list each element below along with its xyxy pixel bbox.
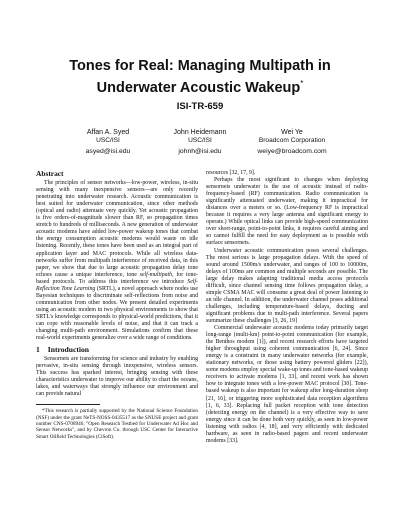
abstract-text-1: The principles of sensor networks—low-power, wireless, in-situ sensing with many inexpensive sensors—are only recently penetrating into underwater research. Acoustic communication is best suited for underwater communication, since other methods (optical and radio) attenuate very quickly. Yet acoustic propagation is five orders-of-magnitude slower than RF, so propagation times stretch to hundreds of milliseconds. A new generation of underwater acoustic modems have added low-power wakeup tones that combat the energy consumption acoustic modems would waste on idle listening. Recently, these tones have been used as an integral part of application layer and MAC protocols. While all wireless data-networks suffer from multipath interference of received data, in this paper, we show that due to large acoustic propagation delay tone echoes cause a unique interference, tone: [36, 180, 198, 278]
intro-paragraph: Sensornets are transforming for science and industry by enabling pervasive, in-situ sensing through inexpensive, wireless sensors. This success has sparked interest, bringing sensing with these characteristics underwater to improve our ability to chart the oceans, lakes, and waterways that strongly influence our environment and can provide natural: [36, 356, 198, 398]
section-title: Introduction: [47, 345, 90, 355]
author-name: Wei Ye: [281, 129, 303, 136]
abstract-heading: Abstract: [36, 169, 64, 178]
abstract-term-self-multipath: self-multipath: [139, 271, 173, 278]
paper-title-text-2: Underwater Acoustic Wakeup: [96, 79, 301, 96]
author-name: John Heidemann: [173, 129, 227, 136]
author-email: asyed@isi.edu: [85, 148, 131, 156]
report-number: ISI-TR-659: [176, 101, 224, 112]
body-paragraph: Commercial underwater acoustic modems today primarily target long-range (multi-km) point-to-point communication (for example, the Benthos modem [1]), and recent research efforts have targeted higher throughput using coherent communication [6, 24]. Since energy is a constraint in many underwater networks (for example, stationary networks, or those using battery powered gliders [22]), some modems employ special wake-up tones and tone-based wakeup receivers to activate modems [1, 33], and recent work has shown how to integrate tones with a low-power MAC protocol [30]. Tone-based wakeup is also important for wakeup after long-duration sleep [21, 16], or triggering more sophisticated data reception algorithms [1, 6, 33]. Replacing full packet reception with tone detection (detecting energy on the channel) is a very effective way to save energy since it can be done both very quickly, as seen in low-power listening with radios [4, 18], and very efficiently with dedicated hardware, as seen in radio-based pagers and recent underwater modems [33].: [206, 325, 368, 444]
section-heading-introduction: [36, 346, 198, 353]
abstract-term-srtl: Self-Reflection Tone Learning: [36, 278, 198, 292]
author-email: johnh@isi.edu: [178, 148, 222, 156]
author-affiliation: USC/ISI: [96, 137, 120, 145]
funding-footnote: *This research is partially supported by the National Science Foundation (NSF) under the grant NeTS-NOSS-0435517 as the SNUSE project and grant number CNS-0708946, "Open Research Testbed for Underwater Ad Hoc and Sensor Networks", and by Chevron Co. through USC Center for Interactive Smart Oilfield Technologies (CiSoft).: [36, 408, 198, 440]
abstract-text-3: (SRTL), a novel approach where nodes use Bayesian techniques to discriminate self-reflections from noise and communication from other nodes. We present detailed experiments using an acoustic modem in two physical environments to show that SRTL's knowledge corresponds to physical-world predictions, that it can cope with reasonable levels of noise, and that it can track a changing multi-path environment. Simulations confirm that these real-world experiments generalize over a wide range of conditions.: [36, 285, 198, 342]
title-footnote-mark: *: [300, 79, 304, 88]
body-paragraph: Perhaps the most significant to changes when deploying sensornets underwater is the use of acoustic instead of radio-frequency-based (RF) communication. Radio communication is significantly attenuated underwater, making it impractical for distances over a meters or so. (Low-frequency RF is impractical because it requires a very large antenna and significant energy to operate.) While optical links can provide high-speed communication over short-range, point-to-point links, it requires careful aiming and so cannot fulfill the need for easy deployment as is possible with surface sensornets.: [206, 177, 368, 247]
paper-title-line-2: [0, 75, 400, 97]
footnote-divider: [36, 404, 100, 405]
right-column: [206, 170, 368, 445]
body-paragraph: resources [32, 17, 9].: [206, 170, 256, 176]
body-paragraph: Underwater acoustic communication poses several challenges. The most serious is large propagation delays. With the speed of sound around 1500m/s underwater, and ranges of 100 to 10000m, delays of 100ms are common and multiple seconds are possible. The large delay makes adapting traditional media access protocols difficult, since channel sensing time follows propagation delay, a simple CSMA MAC will consume a great deal of power listening to an idle channel. In addition, the underwater channel poses additional challenges, including temperature-based delays, ducting and significant problems due to multi-path interference. Several papers summarize these challenges [3, 26, 19]: [206, 247, 368, 324]
abstract-text-2: , for tone-based protocols. To address this interference we introduce: [36, 271, 198, 285]
abstract-paragraph: [36, 180, 198, 342]
left-column: [36, 170, 198, 440]
section-number: 1: [36, 345, 40, 355]
author-email: weiye@broadcom.com: [257, 148, 327, 156]
paper-title-line-1: Tones for Real: Managing Multipath in: [69, 58, 331, 74]
author-name: Affan A. Syed: [86, 129, 130, 136]
author-affiliation: USC/ISI: [188, 137, 212, 145]
author-block-3: [232, 129, 352, 157]
author-affiliation: Broadcom Corporation: [258, 137, 326, 145]
